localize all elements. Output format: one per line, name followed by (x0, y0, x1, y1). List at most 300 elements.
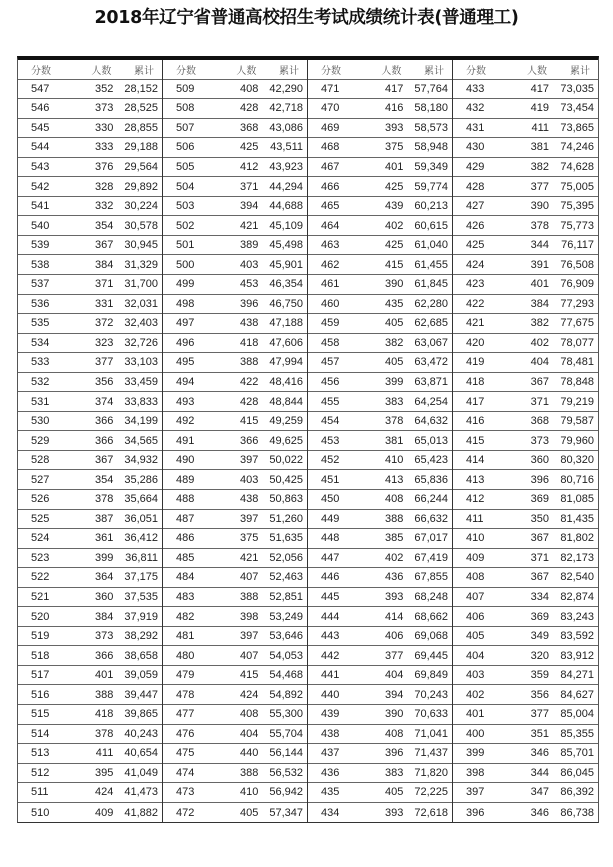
score-cell: 520 (31, 610, 50, 623)
count-cell: 401 (94, 669, 114, 682)
table-row (18, 275, 162, 295)
header-score: 分数 (321, 65, 341, 77)
table-row (453, 177, 598, 197)
score-cell: 529 (31, 434, 50, 447)
count-cell: 360 (94, 590, 114, 603)
score-cell: 448 (321, 532, 340, 545)
count-cell: 378 (384, 415, 404, 428)
table-row (163, 353, 307, 373)
table-row (453, 99, 598, 119)
score-cell: 433 (466, 82, 485, 95)
score-cell: 440 (321, 688, 340, 701)
score-cell: 536 (31, 297, 50, 310)
score-cell: 489 (176, 473, 195, 486)
score-cell: 456 (321, 375, 340, 388)
count-cell: 377 (530, 180, 549, 193)
score-cell: 513 (31, 747, 50, 760)
header-cumulative: 累计 (424, 65, 444, 77)
score-cell: 495 (176, 356, 195, 369)
table-row (453, 412, 598, 432)
table-row (453, 314, 598, 334)
score-cell: 435 (321, 786, 340, 799)
cumulative-cell: 35,664 (124, 493, 158, 506)
count-cell: 367 (530, 532, 549, 545)
cumulative-cell: 76,117 (561, 239, 594, 252)
cumulative-cell: 69,068 (414, 630, 448, 643)
score-cell: 499 (176, 278, 195, 291)
table-row (18, 392, 162, 412)
count-cell: 384 (94, 258, 114, 271)
cumulative-cell: 70,633 (414, 708, 448, 721)
score-cell: 509 (176, 82, 195, 95)
count-cell: 334 (530, 590, 549, 603)
table-row (453, 646, 598, 666)
score-cell: 496 (176, 336, 195, 349)
count-cell: 366 (239, 434, 259, 447)
table-row (453, 138, 598, 158)
score-cell: 455 (321, 395, 340, 408)
count-cell: 438 (239, 493, 259, 506)
cumulative-cell: 53,646 (269, 630, 303, 643)
count-cell: 352 (94, 82, 114, 95)
cumulative-cell: 36,412 (124, 532, 158, 545)
count-cell: 385 (384, 532, 404, 545)
count-cell: 419 (530, 102, 549, 115)
score-cell: 465 (321, 200, 340, 213)
table-row (308, 744, 452, 764)
score-cell: 477 (176, 708, 195, 721)
table-row (308, 236, 452, 256)
table-row (18, 353, 162, 373)
cumulative-cell: 75,773 (560, 219, 594, 232)
count-cell: 347 (530, 786, 549, 799)
table-row (163, 529, 307, 549)
score-cell: 539 (31, 239, 50, 252)
score-cell: 419 (466, 356, 485, 369)
header-score: 分数 (176, 65, 196, 77)
cumulative-cell: 59,349 (414, 160, 448, 173)
cumulative-cell: 30,578 (124, 219, 158, 232)
cumulative-cell: 58,948 (414, 141, 448, 154)
cumulative-cell: 86,738 (560, 806, 594, 819)
table-row (163, 666, 307, 686)
score-cell: 428 (466, 180, 485, 193)
table-row (18, 529, 162, 549)
cumulative-cell: 64,632 (414, 415, 448, 428)
score-cell: 537 (31, 278, 50, 291)
count-cell: 425 (239, 141, 259, 154)
table-row (453, 510, 598, 530)
score-cell: 542 (31, 180, 50, 193)
score-cell: 416 (466, 415, 485, 428)
cumulative-cell: 32,726 (124, 336, 158, 349)
table-row (308, 412, 452, 432)
table-row (18, 412, 162, 432)
score-cell: 410 (466, 532, 485, 545)
cumulative-cell: 86,392 (560, 786, 594, 799)
count-cell: 368 (239, 121, 259, 134)
count-cell: 416 (384, 102, 404, 115)
table-row (308, 255, 452, 275)
score-cell: 519 (31, 630, 50, 643)
count-cell: 360 (530, 454, 549, 467)
table-row (453, 744, 598, 764)
cumulative-cell: 63,871 (414, 375, 448, 388)
table-row (163, 588, 307, 608)
score-cell: 463 (321, 239, 340, 252)
score-cell: 481 (176, 630, 195, 643)
score-cell: 422 (466, 297, 485, 310)
table-row (453, 588, 598, 608)
score-cell: 460 (321, 297, 340, 310)
cumulative-cell: 50,022 (269, 454, 303, 467)
count-cell: 404 (384, 669, 404, 682)
table-row (453, 490, 598, 510)
table-row (308, 177, 452, 197)
count-cell: 378 (530, 219, 549, 232)
table-row (308, 80, 452, 100)
cumulative-cell: 84,627 (560, 688, 594, 701)
count-cell: 411 (95, 747, 114, 760)
table-row (18, 705, 162, 725)
count-cell: 421 (239, 551, 259, 564)
score-cell: 459 (321, 317, 340, 330)
table-row (163, 764, 307, 784)
count-cell: 393 (384, 121, 404, 134)
cumulative-cell: 44,688 (269, 200, 303, 213)
cumulative-cell: 79,219 (560, 395, 594, 408)
table-row (453, 607, 598, 627)
score-cell: 505 (176, 160, 195, 173)
count-cell: 328 (94, 180, 114, 193)
table-row (308, 138, 452, 158)
table-row (18, 568, 162, 588)
score-cell: 423 (466, 278, 485, 291)
cumulative-cell: 63,472 (414, 356, 448, 369)
count-cell: 390 (530, 200, 549, 213)
score-cell: 476 (176, 727, 195, 740)
table-row (18, 470, 162, 490)
count-cell: 410 (384, 454, 404, 467)
table-row (18, 803, 162, 823)
cumulative-cell: 73,454 (560, 102, 594, 115)
table-row (18, 197, 162, 217)
table-row (163, 295, 307, 315)
cumulative-cell: 33,459 (124, 375, 158, 388)
table-row (163, 392, 307, 412)
count-cell: 382 (530, 160, 549, 173)
table-row (163, 705, 307, 725)
table-row (453, 451, 598, 471)
cumulative-cell: 54,053 (269, 649, 303, 662)
table-row (18, 627, 162, 647)
table-row (308, 431, 452, 451)
score-cell: 497 (176, 317, 195, 330)
cumulative-cell: 65,013 (414, 434, 448, 447)
score-cell: 442 (321, 649, 340, 662)
table-row (18, 607, 162, 627)
cumulative-cell: 72,618 (414, 806, 448, 819)
count-cell: 413 (384, 473, 404, 486)
cumulative-cell: 74,246 (560, 141, 594, 154)
count-cell: 406 (384, 630, 404, 643)
cumulative-cell: 38,658 (124, 649, 158, 662)
table-row (308, 197, 452, 217)
table-row (453, 255, 598, 275)
count-cell: 405 (384, 356, 404, 369)
table-row (308, 373, 452, 393)
count-cell: 390 (384, 278, 404, 291)
cumulative-cell: 47,188 (269, 317, 303, 330)
cumulative-cell: 51,635 (269, 532, 303, 545)
count-cell: 399 (384, 375, 404, 388)
cumulative-cell: 75,395 (560, 200, 594, 213)
score-cell: 451 (321, 473, 340, 486)
table-row (453, 685, 598, 705)
count-cell: 367 (94, 239, 114, 252)
score-cell: 547 (31, 82, 50, 95)
count-cell: 397 (239, 630, 259, 643)
count-cell: 350 (530, 512, 549, 525)
count-cell: 346 (530, 747, 549, 760)
score-cell: 404 (466, 649, 485, 662)
count-cell: 402 (384, 551, 404, 564)
cumulative-cell: 48,416 (269, 375, 303, 388)
count-cell: 425 (384, 180, 404, 193)
table-row (18, 451, 162, 471)
cumulative-cell: 77,293 (560, 297, 594, 310)
count-cell: 371 (530, 395, 549, 408)
count-cell: 320 (530, 649, 549, 662)
table-row (453, 529, 598, 549)
count-cell: 408 (384, 727, 404, 740)
header-score: 分数 (466, 65, 486, 77)
count-cell: 412 (239, 160, 259, 173)
score-cell: 413 (466, 473, 485, 486)
score-cell: 436 (321, 766, 340, 779)
table-row (308, 119, 452, 139)
table-row (163, 216, 307, 236)
score-cell: 514 (31, 727, 50, 740)
cumulative-cell: 54,468 (269, 669, 303, 682)
table-column-block (308, 60, 453, 822)
score-cell: 430 (466, 141, 485, 154)
score-cell: 475 (176, 747, 195, 760)
table-row (453, 158, 598, 178)
score-cell: 432 (466, 102, 485, 115)
score-cell: 522 (31, 571, 50, 584)
score-cell: 421 (466, 317, 485, 330)
score-cell: 414 (466, 454, 485, 467)
count-cell: 333 (94, 141, 114, 154)
cumulative-cell: 40,243 (124, 727, 158, 740)
score-cell: 437 (321, 747, 340, 760)
cumulative-cell: 69,849 (414, 669, 448, 682)
cumulative-cell: 84,271 (560, 669, 594, 682)
table-row (163, 255, 307, 275)
count-cell: 410 (239, 786, 259, 799)
score-cell: 418 (466, 375, 485, 388)
cumulative-cell: 39,059 (124, 669, 158, 682)
score-cell: 398 (466, 766, 485, 779)
table-row (163, 783, 307, 803)
score-cell: 444 (321, 610, 340, 623)
header-count: 人数 (527, 65, 547, 77)
cumulative-cell: 48,844 (269, 395, 303, 408)
score-cell: 439 (321, 708, 340, 721)
table-row (163, 119, 307, 139)
count-cell: 378 (94, 727, 114, 740)
score-cell: 524 (31, 532, 50, 545)
count-cell: 439 (384, 200, 404, 213)
cumulative-cell: 51,260 (269, 512, 303, 525)
cumulative-cell: 45,901 (269, 258, 303, 271)
score-cell: 403 (466, 669, 485, 682)
table-row (308, 334, 452, 354)
cumulative-cell: 80,320 (560, 454, 594, 467)
score-cell: 443 (321, 630, 340, 643)
count-cell: 424 (239, 688, 259, 701)
count-cell: 417 (384, 82, 404, 95)
score-cell: 412 (466, 493, 485, 506)
table-row (453, 119, 598, 139)
count-cell: 401 (530, 278, 549, 291)
cumulative-cell: 32,403 (124, 317, 158, 330)
cumulative-cell: 71,820 (414, 766, 448, 779)
count-cell: 403 (239, 258, 259, 271)
count-cell: 398 (239, 610, 259, 623)
cumulative-cell: 45,109 (269, 219, 303, 232)
cumulative-cell: 34,565 (124, 434, 158, 447)
table-row (453, 216, 598, 236)
cumulative-cell: 32,031 (124, 297, 158, 310)
count-cell: 330 (94, 121, 114, 134)
count-cell: 418 (239, 336, 259, 349)
table-row (453, 275, 598, 295)
table-row (163, 490, 307, 510)
count-cell: 403 (239, 473, 259, 486)
score-cell: 399 (466, 747, 485, 760)
count-cell: 387 (94, 512, 114, 525)
cumulative-cell: 73,035 (560, 82, 594, 95)
cumulative-cell: 57,764 (414, 82, 448, 95)
count-cell: 405 (384, 317, 404, 330)
count-cell: 395 (94, 766, 114, 779)
cumulative-cell: 78,077 (560, 336, 594, 349)
count-cell: 373 (530, 434, 549, 447)
cumulative-cell: 29,892 (124, 180, 158, 193)
cumulative-cell: 83,592 (560, 630, 594, 643)
cumulative-cell: 81,802 (560, 532, 594, 545)
count-cell: 375 (384, 141, 404, 154)
score-cell: 420 (466, 336, 485, 349)
cumulative-cell: 30,224 (124, 200, 158, 213)
cumulative-cell: 75,005 (560, 180, 594, 193)
count-cell: 383 (384, 395, 404, 408)
cumulative-cell: 70,243 (414, 688, 448, 701)
count-cell: 388 (94, 688, 114, 701)
cumulative-cell: 42,718 (269, 102, 303, 115)
score-cell: 538 (31, 258, 50, 271)
score-cell: 400 (466, 727, 485, 740)
table-row (163, 510, 307, 530)
count-cell: 402 (530, 336, 549, 349)
score-cell: 541 (31, 200, 50, 213)
cumulative-cell: 86,045 (560, 766, 594, 779)
score-cell: 507 (176, 121, 195, 134)
table-row (453, 334, 598, 354)
count-cell: 388 (239, 356, 259, 369)
score-cell: 483 (176, 590, 195, 603)
score-cell: 517 (31, 669, 50, 682)
header-count: 人数 (381, 65, 402, 77)
count-cell: 381 (384, 434, 404, 447)
score-cell: 478 (176, 688, 195, 701)
table-row (308, 99, 452, 119)
cumulative-cell: 52,056 (269, 551, 303, 564)
count-cell: 377 (94, 356, 114, 369)
score-cell: 540 (31, 219, 50, 232)
cumulative-cell: 33,833 (124, 395, 158, 408)
count-cell: 367 (94, 454, 114, 467)
count-cell: 391 (530, 258, 549, 271)
cumulative-cell: 39,865 (124, 708, 158, 721)
cumulative-cell: 52,851 (269, 590, 303, 603)
score-cell: 486 (176, 532, 195, 545)
score-cell: 397 (466, 786, 485, 799)
table-row (453, 236, 598, 256)
score-cell: 415 (466, 434, 485, 447)
table-row (308, 295, 452, 315)
table-row (308, 216, 452, 236)
table-row (163, 158, 307, 178)
table-row (18, 80, 162, 100)
score-cell: 441 (321, 669, 340, 682)
count-cell: 366 (94, 415, 114, 428)
score-cell: 511 (31, 786, 49, 799)
count-cell: 384 (94, 610, 114, 623)
count-cell: 405 (239, 806, 259, 819)
cumulative-cell: 47,994 (269, 356, 303, 369)
cumulative-cell: 36,051 (124, 512, 158, 525)
score-cell: 493 (176, 395, 195, 408)
table-row (308, 510, 452, 530)
table-row (18, 510, 162, 530)
cumulative-cell: 77,675 (560, 317, 594, 330)
count-cell: 393 (384, 806, 404, 819)
count-cell: 346 (530, 806, 549, 819)
cumulative-cell: 59,774 (414, 180, 448, 193)
table-row (453, 705, 598, 725)
table-row (18, 725, 162, 745)
score-cell: 445 (321, 590, 340, 603)
table-row (163, 646, 307, 666)
table-row (453, 627, 598, 647)
count-cell: 382 (530, 317, 549, 330)
table-row (18, 431, 162, 451)
table-row (308, 568, 452, 588)
cumulative-cell: 67,017 (414, 532, 448, 545)
cumulative-cell: 43,923 (269, 160, 303, 173)
count-cell: 384 (530, 297, 549, 310)
count-cell: 404 (530, 356, 549, 369)
count-cell: 361 (94, 532, 114, 545)
table-row (18, 295, 162, 315)
page-title: 2018年辽宁省普通高校招生考试成绩统计表(普通理工) (94, 8, 519, 28)
table-row (163, 80, 307, 100)
count-cell: 409 (94, 806, 114, 819)
count-cell: 428 (239, 102, 259, 115)
